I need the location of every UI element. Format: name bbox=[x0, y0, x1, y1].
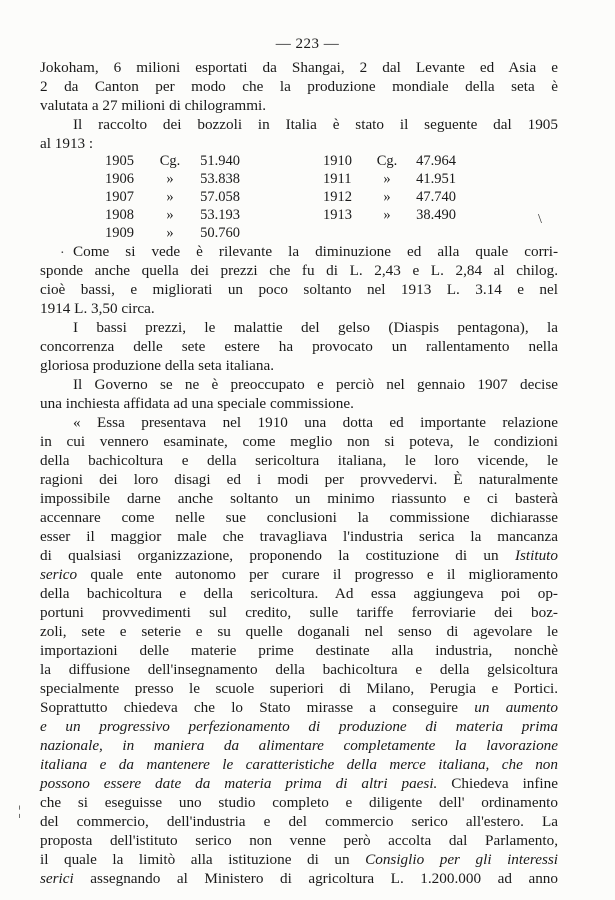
text-run: di qualsiasi organizzazione, proponendo la costituzione di un bbox=[40, 547, 515, 564]
text-line: nazionale, in maniera da alimentare completamente la lavorazione bbox=[40, 737, 558, 754]
text-line bbox=[40, 850, 558, 869]
table-unit: » bbox=[166, 171, 174, 187]
text-line: della bachicoltura e della sericoltura italiana, le loro vicende, le bbox=[40, 452, 558, 469]
italic-run: possono essere date da materia prima di altri paesi. bbox=[40, 775, 438, 792]
text-line: concorrenza delle sete estere ha provocato un rallentamento nella bbox=[40, 338, 558, 355]
table-unit: » bbox=[166, 225, 174, 241]
text-line: cioè bassi, e migliorati un poco soltanto nel 1913 L. 3.14 e nel bbox=[40, 281, 558, 298]
table-year: 1906 bbox=[105, 171, 134, 187]
text-line bbox=[40, 546, 558, 565]
table-value: 41.951 bbox=[416, 171, 456, 187]
text-line: e un progressivo perfezionamento di produzione di materia prima bbox=[40, 718, 558, 735]
text-run: quale ente autonomo per curare il progresso e il miglioramento bbox=[77, 566, 558, 583]
table-value: 57.058 bbox=[200, 189, 240, 205]
table-unit: » bbox=[383, 171, 391, 187]
table-year: 1908 bbox=[105, 207, 134, 223]
text-line: 1914 L. 3,50 circa. bbox=[40, 300, 155, 317]
text-line bbox=[40, 698, 558, 717]
text-line: zoli, sete e seterie e su quelle doganali nel senso di agevolare le bbox=[40, 623, 558, 640]
table-value: 50.760 bbox=[200, 225, 240, 241]
text-line: specialmente presso le scuole superiori di Milano, Perugia e Portici. bbox=[40, 680, 558, 697]
table-unit: » bbox=[383, 189, 391, 205]
table-unit: Cg. bbox=[159, 153, 181, 169]
table-value: 38.490 bbox=[416, 207, 456, 223]
italic-run: un aumento bbox=[474, 699, 558, 716]
text-line: accennare come nelle sue conclusioni la commissione dichiarasse bbox=[40, 509, 558, 526]
table-year: 1910 bbox=[323, 153, 352, 169]
table-unit: » bbox=[383, 207, 391, 223]
table-year: 1905 bbox=[105, 153, 134, 169]
text-line: portuni provvedimenti sul credito, sulle tariffe ferroviarie dei boz- bbox=[40, 604, 558, 621]
table-value: 47.740 bbox=[416, 189, 456, 205]
table-value: 53.193 bbox=[200, 207, 240, 223]
text-line bbox=[40, 774, 558, 793]
margin-mark: ¦ bbox=[18, 804, 21, 819]
text-line: italiana e da mantenere le caratteristiche della merce italiana, che non bbox=[40, 756, 558, 773]
italic-run: serico bbox=[40, 566, 78, 583]
table-unit: » bbox=[166, 189, 174, 205]
text-line: sponde anche quella dei prezzi che fu di L. 2,43 e L. 2,84 al chilog. bbox=[40, 262, 558, 279]
text-line: una inchiesta affidata ad una speciale commissione. bbox=[40, 395, 354, 412]
text-line bbox=[40, 565, 558, 584]
text-line: esser il maggior male che travagliava l'industria serica la mancanza bbox=[40, 528, 558, 545]
table-unit: » bbox=[166, 207, 174, 223]
text-line: Il Governo se ne è preoccupato e perciò nel gennaio 1907 decise bbox=[73, 376, 558, 393]
table-year: 1912 bbox=[323, 189, 352, 205]
text-line: proposta dell'istituto serico non venne però accolta dal Parlamento, bbox=[40, 832, 558, 849]
text-line: importazioni delle materie prime destinate alla industria, nonchè bbox=[40, 642, 558, 659]
text-line: che si eseguisse uno studio completo e diligente dell' ordinamento bbox=[40, 794, 558, 811]
text-line: della bachicoltura e della sericoltura. Ad essa aggiungeva poi op- bbox=[40, 585, 558, 602]
italic-run: serici bbox=[40, 870, 74, 887]
table-unit: Cg. bbox=[376, 153, 398, 169]
text-line: impossibile darne anche soltanto un minimo riassunto e ci basterà bbox=[40, 490, 558, 507]
text-line: del commercio, dell'industria e del commercio serico all'estero. La bbox=[40, 813, 558, 830]
margin-mark: \ bbox=[538, 212, 542, 227]
table-year: 1911 bbox=[323, 171, 352, 187]
page-number: — 223 — bbox=[275, 36, 340, 52]
text-run: Chiedeva infine bbox=[437, 775, 558, 792]
text-run: il quale la limitò alla istituzione di un bbox=[40, 851, 366, 868]
table-value: 47.964 bbox=[416, 153, 456, 169]
text-run: assegnando al Ministero di agricoltura L. 1.200.000 ad anno bbox=[73, 870, 558, 887]
italic-run: Consiglio per gli interessi bbox=[365, 851, 558, 868]
text-line: Jokoham, 6 milioni esportati da Shangai, 2 dal Levante ed Asia e bbox=[40, 59, 558, 76]
table-value: 53.838 bbox=[200, 171, 240, 187]
text-line: I bassi prezzi, le malattie del gelso (Diaspis pentagona), la bbox=[73, 319, 558, 336]
text-line: « Essa presentava nel 1910 una dotta ed importante relazione bbox=[73, 414, 558, 431]
margin-mark: · bbox=[60, 246, 65, 261]
table-year: 1909 bbox=[105, 225, 134, 241]
text-line bbox=[40, 869, 558, 888]
italic-run: Istituto bbox=[514, 547, 558, 564]
text-line: la diffusione dell'insegnamento della bachicoltura e della gelsicoltura bbox=[40, 661, 558, 678]
text-line: 2 da Canton per modo che la produzione mondiale della seta è bbox=[40, 78, 558, 95]
text-line: gloriosa produzione della seta italiana. bbox=[40, 357, 275, 374]
table-year: 1907 bbox=[105, 189, 134, 205]
text-line: ragioni dei loro disagi ed i modi per provvedervi. È naturalmente bbox=[40, 471, 558, 488]
text-run: Soprattutto chiedeva che lo Stato mirasse a conseguire bbox=[40, 699, 475, 716]
text-line: al 1913 : bbox=[40, 135, 94, 152]
table-value: 51.940 bbox=[200, 153, 240, 169]
table-year: 1913 bbox=[323, 207, 352, 223]
text-line: valutata a 27 milioni di chilogrammi. bbox=[40, 97, 267, 114]
text-line: Come si vede è rilevante la diminuzione ed alla quale corri- bbox=[73, 243, 558, 260]
text-line: in cui vennero esaminate, come meglio non si poteva, le condizioni bbox=[40, 433, 558, 450]
text-line: Il raccolto dei bozzoli in Italia è stato il seguente dal 1905 bbox=[73, 116, 558, 133]
